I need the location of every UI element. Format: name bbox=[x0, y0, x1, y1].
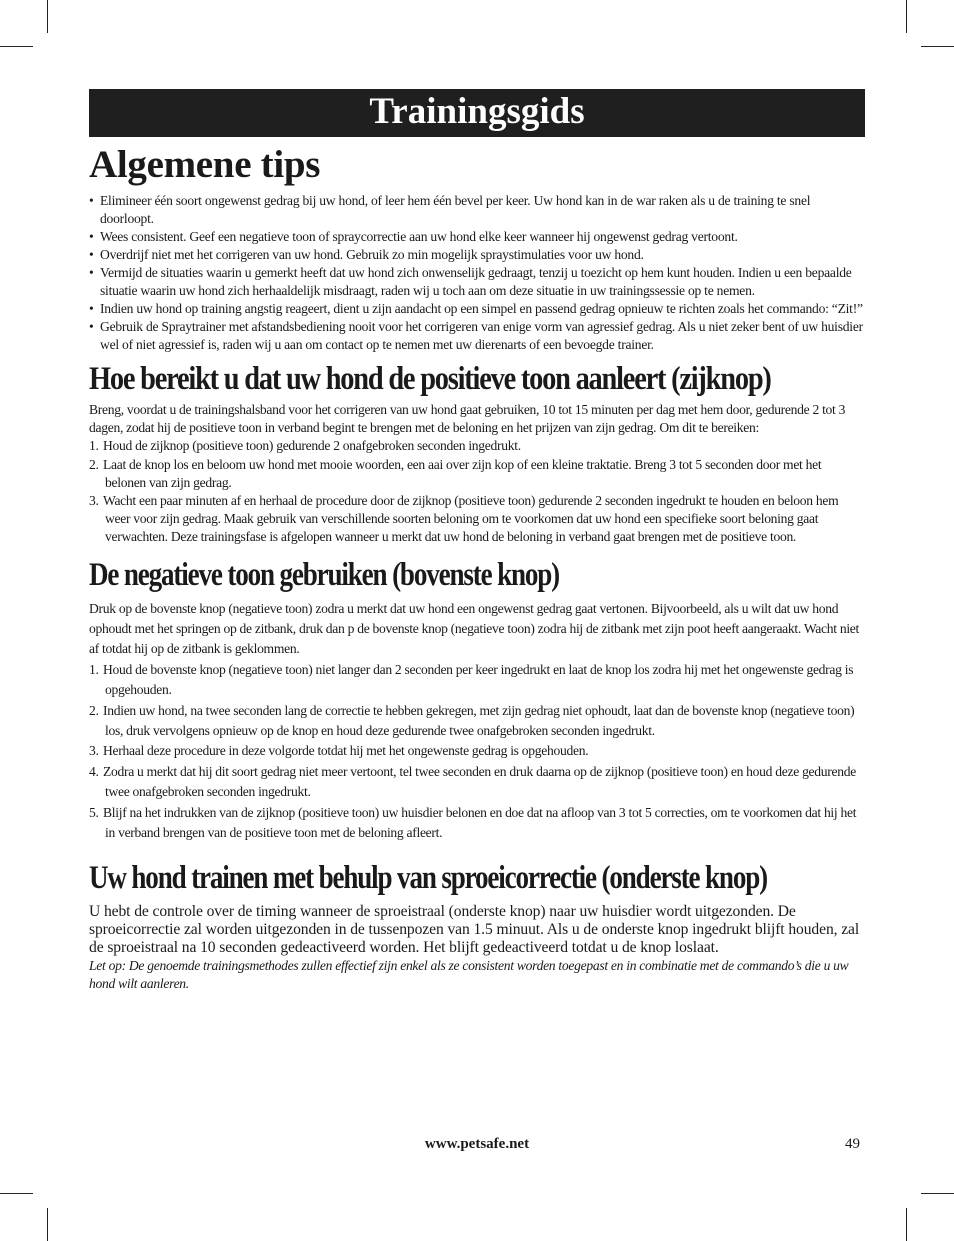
spray-correction-heading: Uw hond trainen met behulp van sproeicorrectie (onderste knop) bbox=[89, 859, 767, 896]
step-item bbox=[89, 803, 865, 844]
tip-item: • Elimineer één soort ongewenst gedrag bij uw hond, of leer hem één bevel per keer. Uw hond kan in de war raken als u de training te snel doorloopt. bbox=[89, 192, 865, 228]
crop-mark bbox=[921, 46, 954, 47]
crop-mark bbox=[921, 1193, 954, 1194]
general-tips-heading: Algemene tips bbox=[89, 143, 321, 186]
step-item bbox=[89, 741, 865, 761]
step-text: Laat de knop los en beloom uw hond met mooie woorden, een aai over zijn kop of een kleine traktatie. Breng 3 tot 5 seconden door met het belonen van zijn gedrag. bbox=[103, 456, 822, 490]
spray-correction-section bbox=[89, 858, 865, 994]
step-number: 3. bbox=[89, 493, 99, 509]
crop-mark bbox=[0, 1193, 33, 1194]
step-text: Zodra u merkt dat hij dit soort gedrag niet meer vertoont, tel twee seconden en druk daarna op de zijknop (positieve toon) en houd deze gedurende twee onafgebroken seconden ingedrukt. bbox=[103, 763, 856, 800]
positive-tone-steps bbox=[89, 437, 865, 546]
step-number: 2. bbox=[89, 702, 99, 718]
crop-mark bbox=[47, 1208, 48, 1241]
positive-tone-intro: Breng, voordat u de trainingshalsband voor het corrigeren van uw hond gaat gebruiken, 10 tot 15 minuten per dag met hem door, gedurende 2 tot 3 dagen, zodat hij de positieve toon in verband begint te brengen met de beloning en het prijzen van zijn gedrag. Om dit te bereiken: bbox=[89, 402, 846, 436]
step-number: 1. bbox=[89, 438, 99, 454]
positive-tone-section bbox=[89, 359, 865, 547]
negative-tone-steps bbox=[89, 660, 865, 844]
step-number: 2. bbox=[89, 456, 99, 472]
page-banner: Trainingsgids bbox=[89, 89, 865, 137]
crop-mark bbox=[906, 1208, 907, 1241]
step-number: 1. bbox=[89, 661, 99, 677]
negative-tone-heading: De negatieve toon gebruiken (bovenste knop) bbox=[89, 556, 560, 593]
step-text: Blijf na het indrukken van de zijknop (positieve toon) uw huisdier belonen en doe dat na afloop van 3 tot 5 correcties, om te voorkomen dat hij het in verband brengen van de positieve toon met de beloning afleert. bbox=[103, 804, 857, 841]
page-number: 49 bbox=[845, 1136, 860, 1152]
step-text: Houd de zijknop (positieve toon) gedurende 2 onafgebroken seconden ingedrukt. bbox=[103, 438, 521, 454]
step-text: Herhaal deze procedure in deze volgorde totdat hij met het ongewenste gedrag is opgehouden. bbox=[103, 743, 589, 759]
tips-list bbox=[89, 192, 865, 354]
tip-item: • Vermijd de situaties waarin u gemerkt heeft dat uw hond zich onwenselijk gedraagt, tenzij u toezicht op hem kunt houden. Indien u een bepaalde situatie waarin uw hond zich herhaaldelijk misdraagt, raden wij u toch aan om deze situatie in uw trainingssessie op te nemen. bbox=[89, 264, 865, 300]
negative-tone-intro: Druk op de bovenste knop (negatieve toon) zodra u merkt dat uw hond een ongewenst gedrag gaat vertonen. Bijvoorbeeld, als u wilt dat uw hond ophoudt met het springen op de zitbank, druk dan p de bovenste knop (negatieve toon) zodra hij de zitbank met zijn poot heeft aangeraakt. Wacht niet af totdat hij op de zitbank is geklommen. bbox=[89, 600, 860, 657]
step-text: Indien uw hond, na twee seconden lang de correctie te hebben gekregen, met zijn gedrag niet ophoudt, laat dan de bovenste knop (negatieve toon) los, druk vervolgens opnieuw op de knop en houd deze gedurende twee onafgebroken seconden ingedrukt. bbox=[103, 702, 855, 739]
tip-item: • Indien uw hond op training angstig reageert, dient u zijn aandacht op een simpel en passend gedrag opnieuw te richten zoals het commando: “Zit!” bbox=[89, 300, 865, 318]
step-number: 5. bbox=[89, 804, 99, 820]
step-number: 4. bbox=[89, 763, 99, 779]
step-item bbox=[89, 492, 865, 547]
spray-correction-note: Let op: De genoemde trainingsmethodes zullen effectief zijn enkel als ze consistent worden toegepast en in combinatie met de commando’s die u uw hond wilt aanleren. bbox=[89, 958, 849, 992]
spray-correction-body: U hebt de controle over de timing wanneer de sproeistraal (onderste knop) naar uw huisdier wordt uitgezonden. De sproeicorrectie zal worden uitgezonden in de tussenpozen van 1.5 minuut. Als u de onderste knop ingedrukt blijft houden, zal de sproeistraal na 10 seconden gedeactiveerd worden. Het blijft gedeactiveerd totdat u de knop loslaat. bbox=[89, 902, 860, 957]
footer-website: www.petsafe.net bbox=[424, 1136, 530, 1152]
tip-item: • Gebruik de Spraytrainer met afstandsbediening nooit voor het corrigeren van enige vorm van agressief gedrag. Als u niet zeker bent of uw huisdier wel of niet agressief is, raden wij u aan om contact op te nemen met uw dierenarts of een bevoegde trainer. bbox=[89, 318, 865, 354]
step-number: 3. bbox=[89, 743, 99, 759]
crop-mark bbox=[0, 46, 33, 47]
step-item bbox=[89, 456, 865, 492]
step-item bbox=[89, 660, 865, 701]
general-tips-section bbox=[89, 142, 865, 354]
page-content bbox=[89, 142, 865, 993]
step-text: Wacht een paar minuten af en herhaal de procedure door de zijknop (positieve toon) gedurende 2 seconden ingedrukt te houden en beloon hem weer voor zijn gedrag. Maak gebruik van verschillende soorten beloning om te voorkomen dat uw hond een specifieke soort beloning gaat verwachten. Deze trainingsfase is afgelopen wanneer u merkt dat uw hond de beloning in verband gaat brengen met de positieve toon. bbox=[103, 493, 839, 545]
tip-item: • Wees consistent. Geef een negatieve toon of spraycorrectie aan uw hond elke keer wanneer hij ongewenst gedrag vertoont. bbox=[89, 228, 865, 246]
positive-tone-heading: Hoe bereikt u dat uw hond de positieve toon aanleert (zijknop) bbox=[89, 361, 771, 397]
crop-mark bbox=[906, 0, 907, 33]
step-item bbox=[89, 701, 865, 742]
negative-tone-section bbox=[89, 555, 865, 844]
crop-mark bbox=[47, 0, 48, 33]
step-item bbox=[89, 762, 865, 803]
tip-item: • Overdrijf niet met het corrigeren van uw hond. Gebruik zo min mogelijk spraystimulaties voor uw hond. bbox=[89, 246, 865, 264]
step-item bbox=[89, 437, 865, 455]
step-text: Houd de bovenste knop (negatieve toon) niet langer dan 2 seconden per keer ingedrukt en laat de knop los zodra hij met het ongewenste gedrag is opgehouden. bbox=[103, 661, 854, 698]
